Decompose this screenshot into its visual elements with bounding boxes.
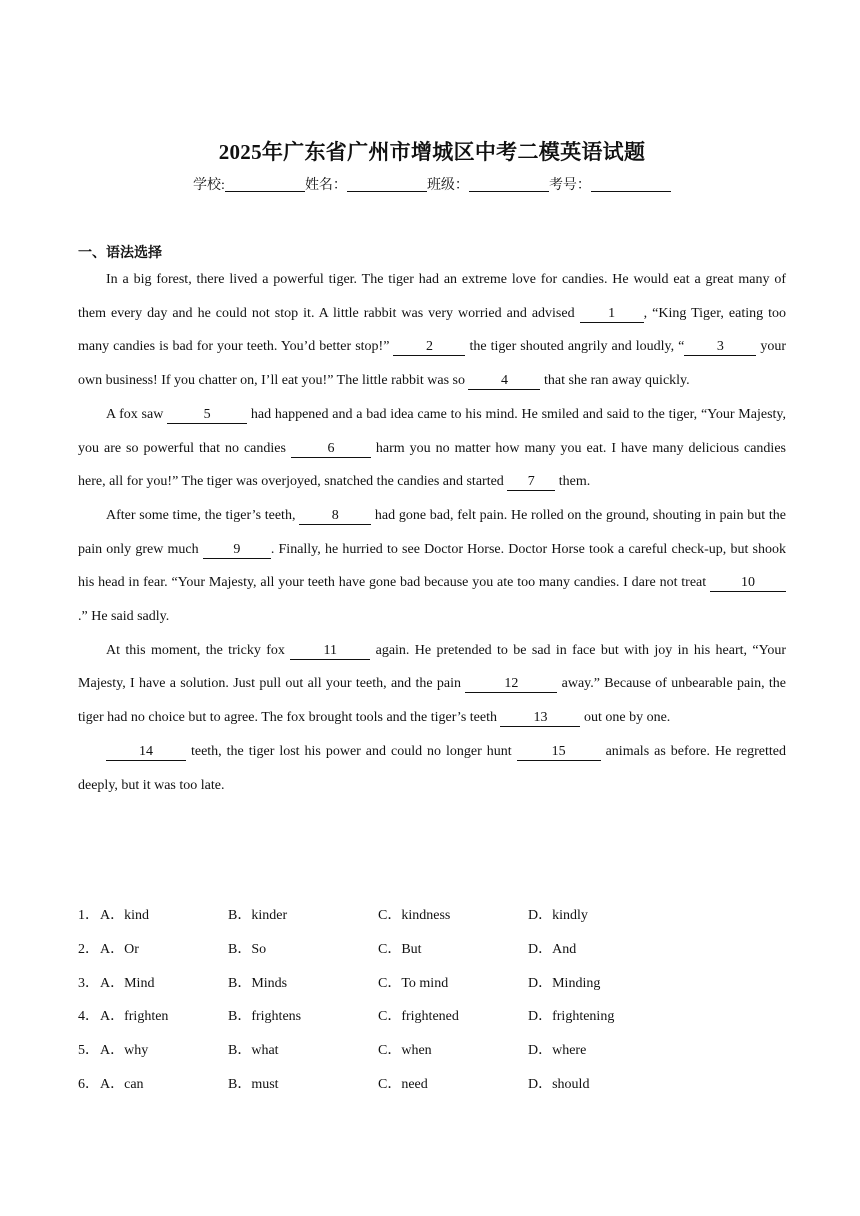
passage-text: , “King Tiger, eating too many candies is bad for your teeth. You’d better stop!” bbox=[78, 305, 787, 355]
answer-option[interactable]: B．must bbox=[228, 1076, 279, 1092]
question-row bbox=[78, 938, 786, 972]
passage-text: .” He said sadly. bbox=[78, 609, 170, 625]
blank-9[interactable]: 9 bbox=[203, 542, 271, 559]
answer-option[interactable]: C．when bbox=[378, 1043, 432, 1059]
school-label: 学校: bbox=[193, 178, 225, 193]
answer-option[interactable]: C．kindness bbox=[378, 908, 451, 923]
blank-10[interactable]: 10 bbox=[710, 575, 786, 592]
answer-option[interactable]: C．But bbox=[378, 941, 422, 957]
student-info-line bbox=[78, 174, 786, 194]
exam-number-label: 考号： bbox=[548, 178, 591, 193]
blank-2[interactable]: 2 bbox=[393, 339, 465, 356]
answer-option[interactable]: C．To mind bbox=[378, 975, 449, 991]
class-label: 班级： bbox=[426, 178, 469, 193]
answer-option[interactable]: A．can bbox=[100, 1076, 144, 1092]
passage-text: had happened and a bad idea came to his mind. He smiled and said to the tiger, “Your Majesty, you are so powerful that no candies bbox=[78, 406, 786, 456]
passage-text: again. He pretended to be sad in face but with joy in his heart, “Your Majesty, I have a solution. Just pull out all your teeth, and the pain bbox=[78, 642, 786, 692]
question-number: 5． bbox=[78, 1043, 99, 1059]
blank-8[interactable]: 8 bbox=[299, 508, 371, 525]
school-blank[interactable] bbox=[225, 177, 305, 192]
blank-5[interactable]: 5 bbox=[167, 407, 247, 424]
answer-option[interactable]: A．frighten bbox=[100, 1009, 169, 1025]
passage-text: them. bbox=[555, 474, 591, 490]
answer-option[interactable]: C．need bbox=[378, 1076, 428, 1092]
passage-text: had gone bad, felt pain. He rolled on the ground, shouting in pain but the pain only grew much bbox=[78, 507, 787, 557]
blank-14[interactable]: 14 bbox=[106, 744, 186, 761]
answer-option[interactable]: B．kinder bbox=[228, 908, 288, 923]
answer-option[interactable]: D．kindly bbox=[528, 908, 588, 923]
answer-option[interactable]: D．Minding bbox=[528, 975, 601, 991]
blank-13[interactable]: 13 bbox=[500, 710, 580, 727]
exam-number-blank[interactable] bbox=[591, 177, 671, 192]
passage-text: out one by one. bbox=[580, 710, 671, 726]
passage-paragraph bbox=[78, 634, 786, 735]
answer-option[interactable]: D．frightening bbox=[528, 1009, 615, 1025]
question-number: 2． bbox=[78, 941, 99, 957]
passage-text: After some time, the tiger’s teeth, bbox=[106, 507, 300, 523]
question-row bbox=[78, 1039, 786, 1073]
name-blank[interactable] bbox=[347, 177, 427, 192]
passage-paragraph bbox=[78, 398, 786, 499]
passage-paragraph bbox=[78, 499, 786, 634]
question-number: 6． bbox=[78, 1076, 99, 1092]
answer-option[interactable]: A．Mind bbox=[100, 975, 155, 991]
blank-15[interactable]: 15 bbox=[517, 744, 601, 761]
class-blank[interactable] bbox=[469, 177, 549, 192]
blank-11[interactable]: 11 bbox=[290, 643, 370, 660]
passage-text: harm you no matter how many you eat. I have many delicious candies here, all for you!” The tiger was overjoyed, snatched the candies and started bbox=[78, 440, 786, 490]
passage-paragraph bbox=[78, 735, 786, 802]
blank-1[interactable]: 1 bbox=[580, 306, 644, 323]
answer-option[interactable]: D．And bbox=[528, 941, 577, 957]
section-heading: 一、语法选择 bbox=[78, 245, 162, 261]
answer-option[interactable]: B．what bbox=[228, 1043, 279, 1059]
passage-text: . Finally, he hurried to see Doctor Horse. Doctor Horse took a careful check-up, but shook his head in fear. “Your Majesty, all your teeth have gone bad because you ate too many candies. I dare not treat bbox=[78, 541, 786, 591]
question-row bbox=[78, 904, 786, 938]
blank-7[interactable]: 7 bbox=[507, 474, 555, 491]
passage-text: A fox saw bbox=[106, 406, 168, 422]
passage-text: the tiger shouted angrily and loudly, “ bbox=[465, 339, 685, 355]
name-label: 姓名： bbox=[304, 178, 347, 193]
passage-text: teeth, the tiger lost his power and could no longer hunt bbox=[186, 743, 517, 759]
passage-text: your own business! If you chatter on, I’ll eat you!” The little rabbit was so bbox=[78, 339, 787, 389]
blank-12[interactable]: 12 bbox=[465, 676, 557, 693]
answer-option[interactable]: A．Or bbox=[100, 941, 139, 957]
blank-4[interactable]: 4 bbox=[468, 373, 540, 390]
answer-option[interactable]: A．kind bbox=[100, 908, 149, 923]
question-row bbox=[78, 1073, 786, 1107]
page-title: 2025年广东省广州市增城区中考二模英语试题 bbox=[218, 140, 646, 164]
options-list bbox=[78, 904, 786, 1107]
answer-option[interactable]: C．frightened bbox=[378, 1009, 459, 1025]
question-row bbox=[78, 1005, 786, 1039]
question-number: 3． bbox=[78, 975, 99, 991]
question-number: 4． bbox=[78, 1009, 99, 1025]
answer-option[interactable]: D．should bbox=[528, 1076, 590, 1092]
passage-text: At this moment, the tricky fox bbox=[106, 642, 291, 658]
blank-3[interactable]: 3 bbox=[684, 339, 756, 356]
blank-6[interactable]: 6 bbox=[291, 441, 371, 458]
answer-option[interactable]: B．frightens bbox=[228, 1009, 302, 1025]
passage-paragraph bbox=[78, 263, 786, 398]
answer-option[interactable]: B．Minds bbox=[228, 975, 288, 991]
answer-option[interactable]: B．So bbox=[228, 941, 267, 957]
cloze-passage bbox=[78, 263, 786, 802]
passage-text: animals as before. He regretted deeply, but it was too late. bbox=[78, 743, 786, 793]
passage-text: away.” Because of unbearable pain, the tiger had no choice but to agree. The fox brought tools and the tiger’s teeth bbox=[78, 676, 787, 726]
answer-option[interactable]: D．where bbox=[528, 1043, 587, 1059]
question-number: 1． bbox=[78, 908, 99, 923]
passage-text: In a big forest, there lived a powerful tiger. The tiger had an extreme love for candies. He would eat a great many of them every day and he could not stop it. A little rabbit was very worried and advised bbox=[78, 272, 786, 321]
passage-text: that she ran away quickly. bbox=[540, 373, 690, 389]
question-row bbox=[78, 972, 786, 1006]
answer-option[interactable]: A．why bbox=[100, 1043, 149, 1059]
